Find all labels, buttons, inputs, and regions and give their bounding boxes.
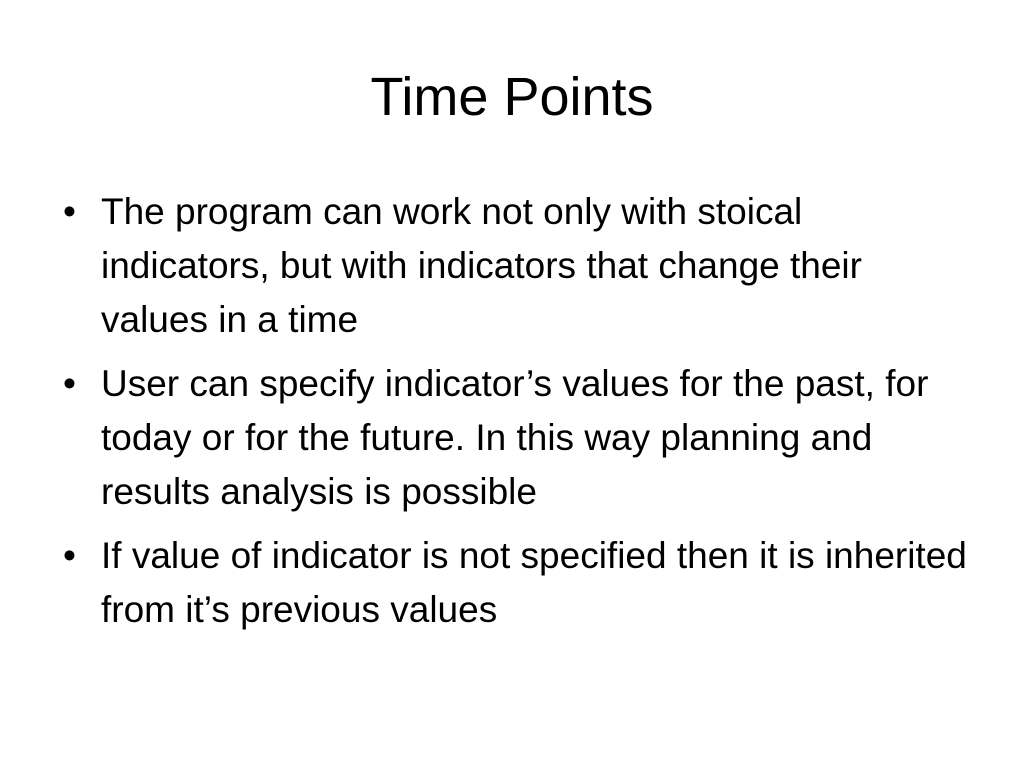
bullet-text: The program can work not only with stoical indicators, but with indicators that change their values in a time — [101, 191, 862, 340]
bullet-icon: • — [63, 191, 76, 232]
bullet-list — [57, 185, 977, 647]
bullet-item — [57, 357, 977, 519]
bullet-item — [57, 529, 977, 637]
bullet-icon: • — [63, 363, 76, 404]
bullet-text: If value of indicator is not specified then it is inherited from it’s previous values — [101, 535, 967, 630]
slide-title: Time Points — [370, 67, 654, 127]
bullet-item — [57, 185, 977, 347]
bullet-text: User can specify indicator’s values for the past, for today or for the future. In this way planning and results analysis is possible — [101, 363, 929, 512]
bullet-icon: • — [63, 535, 76, 576]
